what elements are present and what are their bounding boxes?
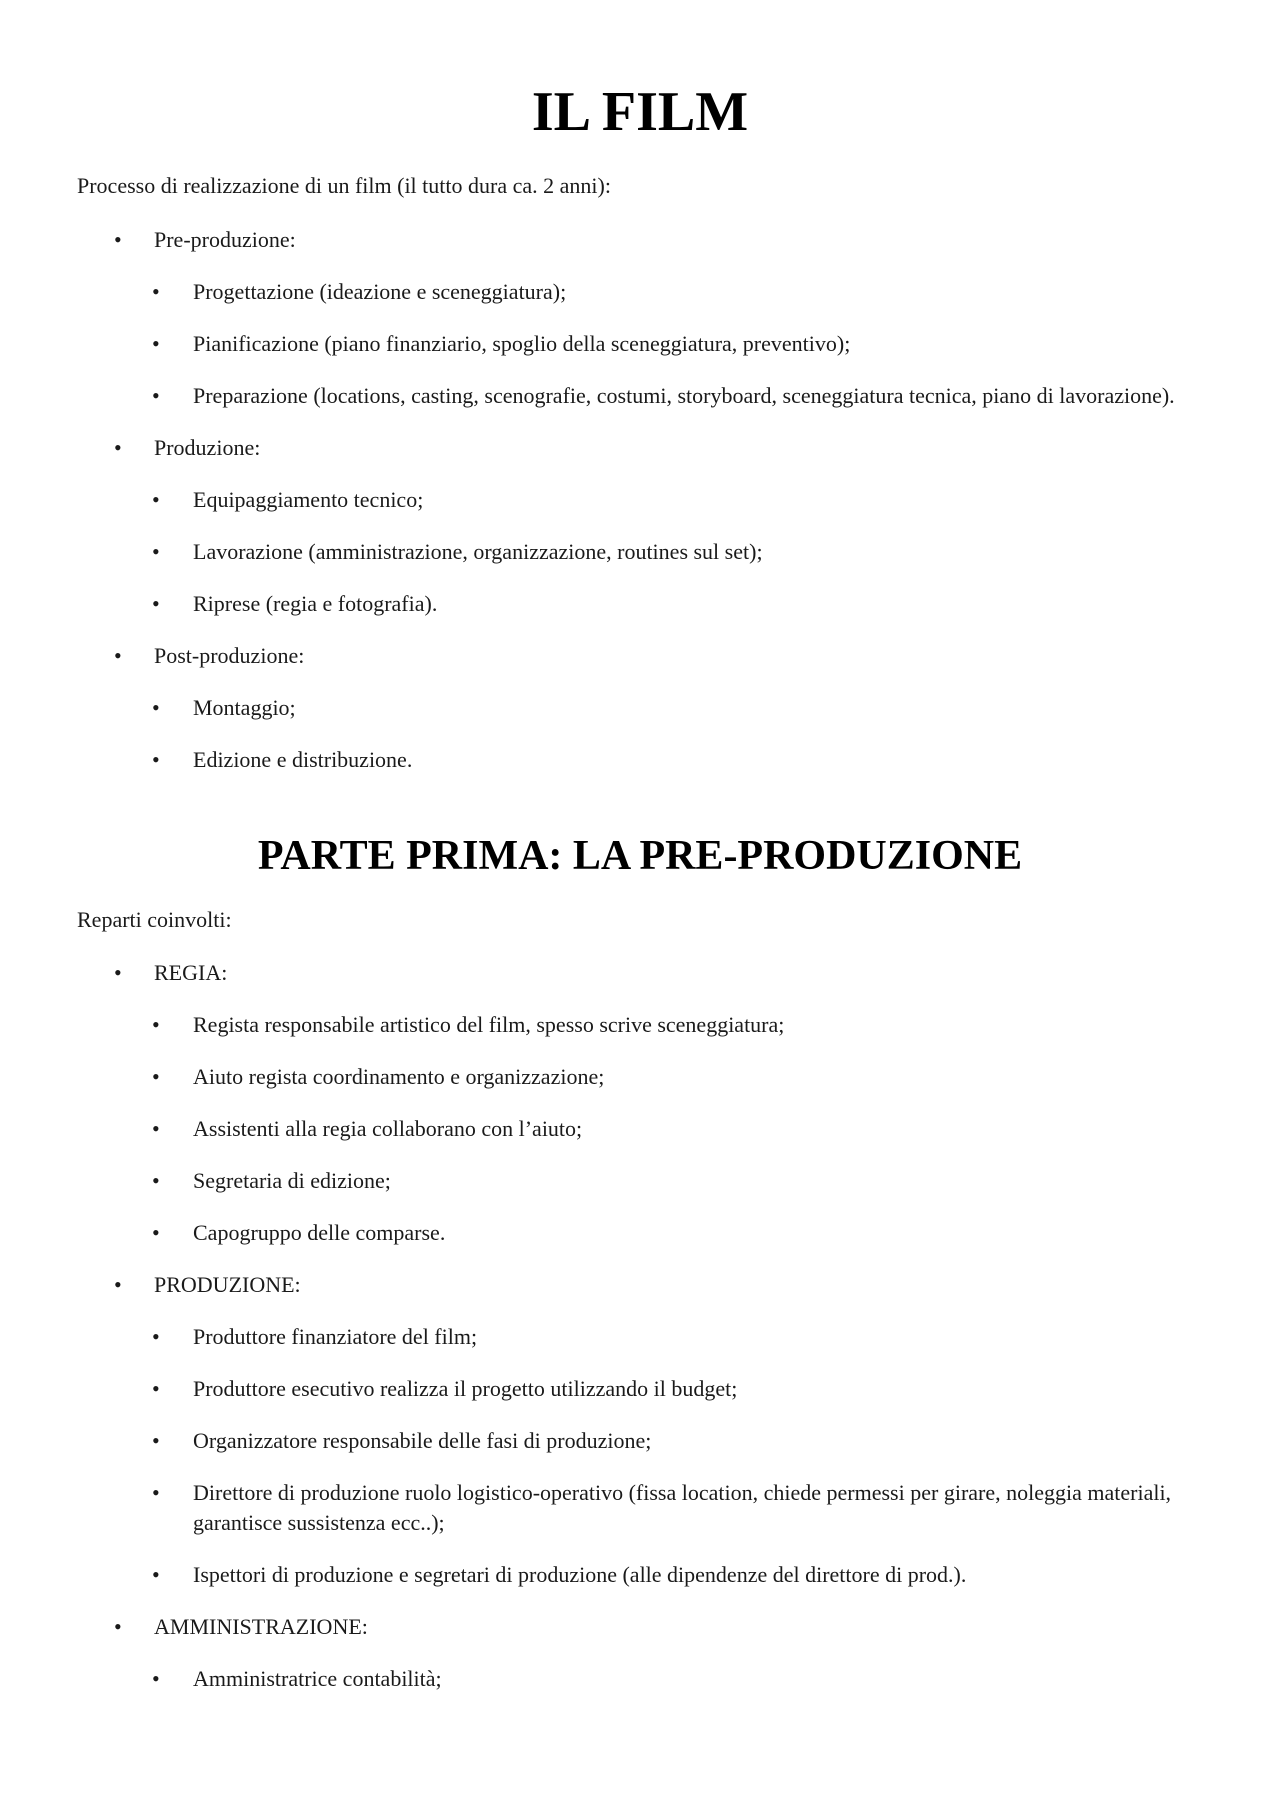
section-title: PARTE PRIMA: LA PRE-PRODUZIONE xyxy=(257,833,1023,879)
list-item xyxy=(154,1560,1193,1590)
phase-label: Produzione: xyxy=(154,435,261,460)
list-item xyxy=(154,1664,1193,1694)
sub-list xyxy=(154,485,1154,619)
list-item xyxy=(154,1062,1193,1092)
list-item-text: Montaggio; xyxy=(193,695,296,720)
list-item-text: Ispettori di produzione e segretari di produzione (alle dipendenze del direttore di prod.). xyxy=(193,1562,967,1587)
list-item xyxy=(154,1166,1193,1196)
bullet-icon: • xyxy=(114,1272,122,1297)
bullet-icon: • xyxy=(152,331,160,356)
bullet-icon: • xyxy=(152,383,160,408)
bullet-icon: • xyxy=(152,1064,160,1089)
sub-list xyxy=(154,693,1154,775)
list-item-text: Produttore finanziatore del film; xyxy=(193,1324,478,1349)
bullet-icon: • xyxy=(152,1168,160,1193)
list-item xyxy=(154,1010,1193,1040)
bullet-icon: • xyxy=(152,1480,160,1505)
phase-label: Post-produzione: xyxy=(154,643,305,668)
list-item xyxy=(0,1612,1154,1694)
bullet-icon: • xyxy=(152,487,160,512)
bullet-icon: • xyxy=(152,1562,160,1587)
bullet-icon: • xyxy=(152,539,160,564)
list-item xyxy=(154,1322,1193,1352)
list-item xyxy=(154,693,1193,723)
bullet-icon: • xyxy=(152,747,160,772)
list-item-text: Riprese (regia e fotografia). xyxy=(193,591,438,616)
bullet-icon: • xyxy=(152,591,160,616)
list-item-text: Aiuto regista coordinamento e organizzazione; xyxy=(193,1064,605,1089)
list-item xyxy=(154,537,1193,567)
list-item xyxy=(0,433,1154,619)
list-item-text: Regista responsabile artistico del film, spesso scrive sceneggiatura; xyxy=(193,1012,785,1037)
bullet-icon: • xyxy=(152,695,160,720)
department-label: AMMINISTRAZIONE: xyxy=(154,1614,368,1639)
list-item-text: Direttore di produzione ruolo logistico-operativo (fissa location, chiede permessi per girare, noleggia materiali, garantisce sussistenza ecc..); xyxy=(193,1480,1172,1535)
bullet-icon: • xyxy=(114,960,122,985)
bullet-icon: • xyxy=(114,1614,122,1639)
list-item xyxy=(154,745,1193,775)
bullet-icon: • xyxy=(152,1324,160,1349)
section-intro-paragraph: Reparti coinvolti: xyxy=(77,907,232,932)
list-item-text: Amministratrice contabilità; xyxy=(193,1666,442,1691)
list-item-text: Capogruppo delle comparse. xyxy=(193,1220,446,1245)
list-item xyxy=(0,225,1175,411)
bullet-icon: • xyxy=(152,1376,160,1401)
list-item xyxy=(154,1114,1193,1144)
bullet-icon: • xyxy=(152,1220,160,1245)
phase-label: Pre-produzione: xyxy=(154,227,296,252)
page-title: IL FILM xyxy=(531,81,749,143)
bullet-icon: • xyxy=(114,227,122,252)
list-item xyxy=(154,329,1193,359)
list-item-text: Organizzatore responsabile delle fasi di produzione; xyxy=(193,1428,652,1453)
bullet-icon: • xyxy=(114,643,122,668)
list-item xyxy=(154,1426,1193,1456)
sub-list xyxy=(154,1010,1154,1248)
list-item xyxy=(0,958,1154,1248)
departments-list xyxy=(0,958,1172,1716)
intro-paragraph: Processo di realizzazione di un film (il tutto dura ca. 2 anni): xyxy=(77,173,611,198)
bullet-icon: • xyxy=(152,1428,160,1453)
list-item-text: Assistenti alla regia collaborano con l’aiuto; xyxy=(193,1116,583,1141)
sub-list xyxy=(152,277,1175,411)
sub-list xyxy=(154,1664,1154,1694)
list-item xyxy=(154,485,1193,515)
list-item-text: Progettazione (ideazione e sceneggiatura); xyxy=(193,279,567,304)
department-label: REGIA: xyxy=(154,960,228,985)
bullet-icon: • xyxy=(152,1012,160,1037)
list-item xyxy=(154,1218,1193,1248)
bullet-icon: • xyxy=(114,435,122,460)
list-item xyxy=(0,641,1154,775)
list-item xyxy=(154,277,1193,307)
list-item-text: Preparazione (locations, casting, scenografie, costumi, storyboard, sceneggiatura tecnica, piano di lavorazione). xyxy=(193,383,1175,408)
list-item xyxy=(154,381,1193,411)
sub-list xyxy=(152,1322,1172,1590)
list-item-text: Produttore esecutivo realizza il progetto utilizzando il budget; xyxy=(193,1376,738,1401)
phases-list xyxy=(0,225,1175,797)
list-item-text: Pianificazione (piano finanziario, spoglio della sceneggiatura, preventivo); xyxy=(193,331,851,356)
list-item-text: Segretaria di edizione; xyxy=(193,1168,391,1193)
department-label: PRODUZIONE: xyxy=(154,1272,301,1297)
list-item-text: Equipaggiamento tecnico; xyxy=(193,487,424,512)
list-item xyxy=(154,589,1193,619)
list-item-text: Lavorazione (amministrazione, organizzazione, routines sul set); xyxy=(193,539,763,564)
list-item xyxy=(154,1374,1193,1404)
list-item xyxy=(154,1478,1193,1538)
list-item xyxy=(0,1270,1172,1590)
bullet-icon: • xyxy=(152,279,160,304)
list-item-text: Edizione e distribuzione. xyxy=(193,747,413,772)
bullet-icon: • xyxy=(152,1116,160,1141)
bullet-icon: • xyxy=(152,1666,160,1691)
